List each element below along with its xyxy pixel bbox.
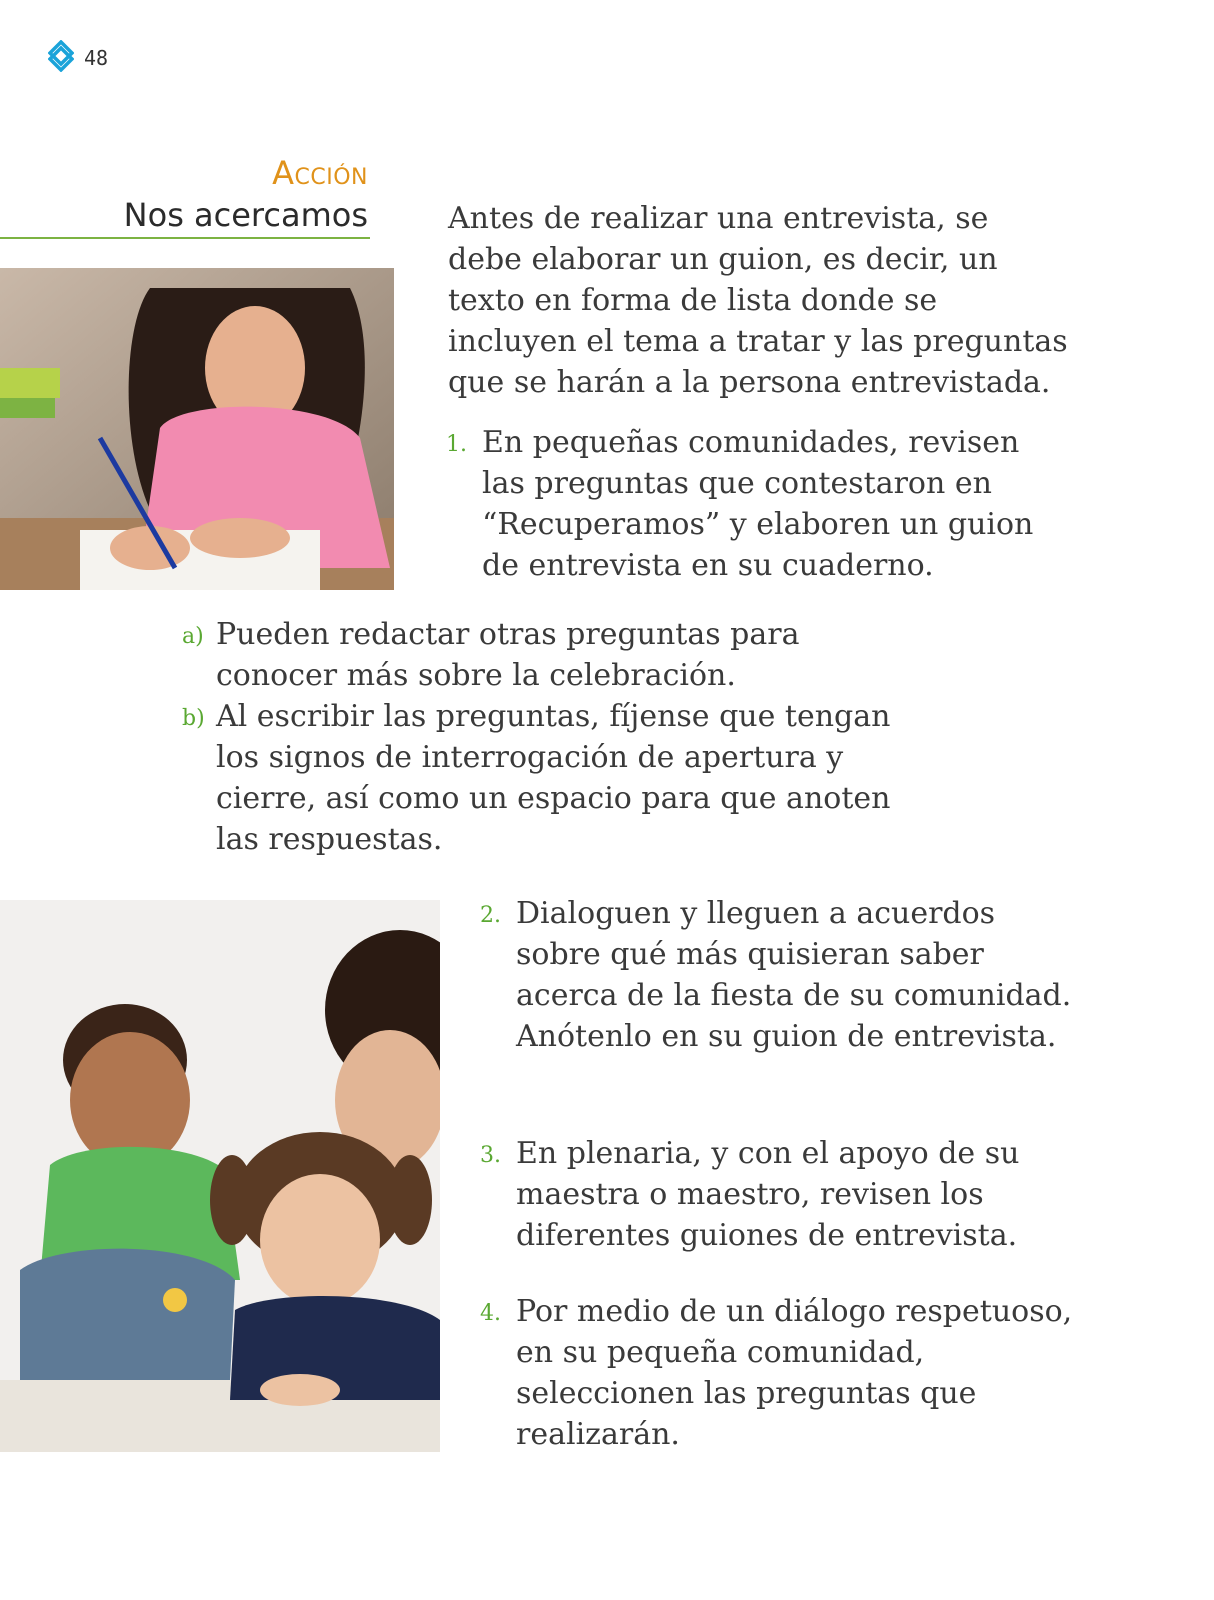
diamond-knot-icon <box>48 40 74 76</box>
item-number: 1. <box>446 432 467 457</box>
list-item <box>480 893 1080 1057</box>
page-header <box>48 40 108 76</box>
item-text: En plenaria, y con el apoyo de su maestra o maestro, revisen los diferentes guiones de entrevista. <box>516 1136 1020 1253</box>
sub-list-item <box>182 696 902 860</box>
item-letter: b) <box>182 706 205 731</box>
sub-list-item <box>182 614 902 696</box>
item-text: En pequeñas comunidades, revisen las preguntas que contestaron en “Recuperamos” y elaboren un guion de entrevista en su cuaderno. <box>482 425 1034 583</box>
item-text: Por medio de un diálogo respetuoso, en su pequeña comunidad, seleccionen las preguntas que realizarán. <box>516 1294 1073 1452</box>
list-item <box>446 422 1056 586</box>
item-number: 3. <box>480 1143 501 1168</box>
list-item <box>480 1133 1080 1256</box>
page-number: 48 <box>84 46 109 70</box>
section-label: Acción <box>272 154 368 192</box>
photo-girl-writing <box>0 268 394 590</box>
item-number: 4. <box>480 1301 501 1326</box>
intro-paragraph: Antes de realizar una entrevista, se debe elaborar un guion, es decir, un texto en forma de lista donde se incluyen el tema a tratar y las preguntas que se harán a la persona entrevistada. <box>448 201 1068 400</box>
item-text: Pueden redactar otras preguntas para conocer más sobre la celebración. <box>216 617 800 693</box>
photo-children-reading <box>0 900 440 1452</box>
item-text: Al escribir las preguntas, fíjense que tengan los signos de interrogación de apertura y cierre, así como un espacio para que anoten las respuestas. <box>216 699 891 857</box>
section-title: Nos acercamos <box>123 196 368 234</box>
item-number: 2. <box>480 903 501 928</box>
item-text: Dialoguen y lleguen a acuerdos sobre qué más quisieran saber acerca de la fiesta de su comunidad. Anótenlo en su guion de entrevista. <box>516 896 1072 1054</box>
title-divider <box>0 237 370 239</box>
list-item <box>480 1291 1080 1455</box>
item-letter: a) <box>182 624 204 649</box>
